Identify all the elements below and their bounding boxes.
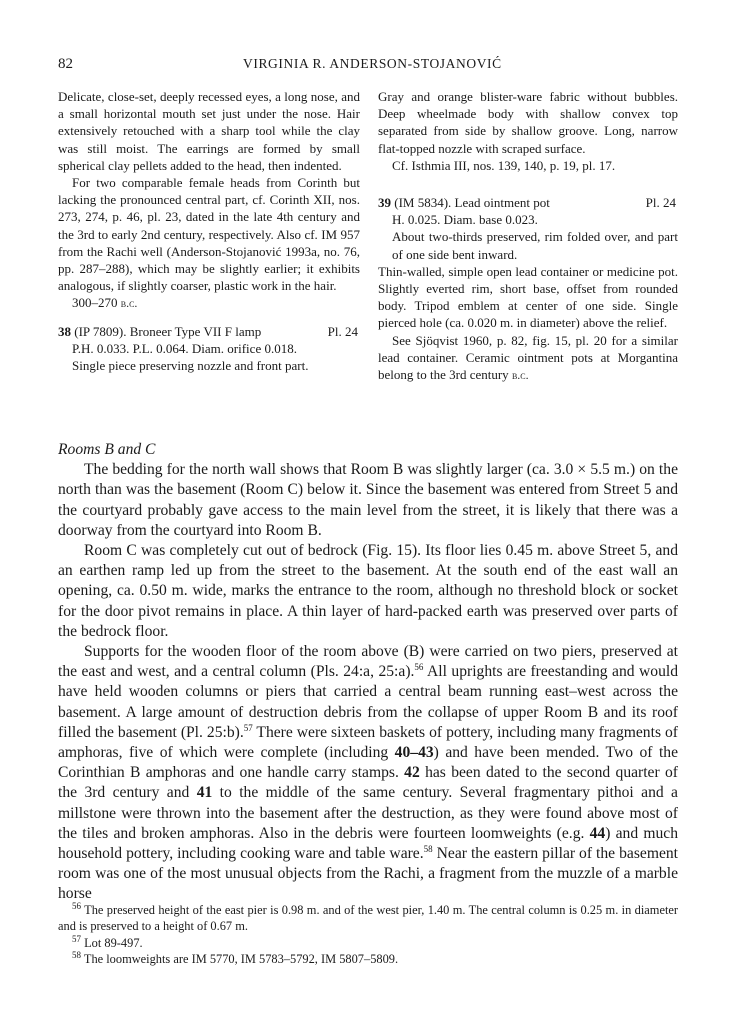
catalog-entry-38-heading — [58, 323, 360, 340]
comparanda-paragraph — [378, 332, 678, 385]
catalog-dimensions: H. 0.025. Diam. base 0.023. — [392, 212, 538, 228]
catalog-description: Gray and orange blister-ware fabric without bubbles. Deep wheelmade body with shallow convex top separated from side by shallow groove. Long, narrow flat-topped nozzle with scraped surface. — [378, 89, 678, 156]
footnote-ref[interactable]: 56 — [414, 662, 424, 673]
comparanda-paragraph: For two comparable female heads from Corinth but lacking the pronounced central part, cf. Corinth XII, nos. 273, 274, p. 46, pl. 23, dated in the late 4th century and the 3rd to early 2nd century, respectively. Also cf. IM 957 from the Rachi well (Anderson-Stojanović 1993a, no. 76, pp. 287–288), which may be slightly earlier; it exhibits analogous, if slightly coarser, plastic work in the hair. — [58, 175, 360, 294]
footnote-text: Lot 89-497. — [84, 935, 143, 950]
body-paragraph — [58, 642, 678, 905]
comparanda-text: See Sjöqvist 1960, p. 82, fig. 15, pl. 20 for a similar lead container. Ceramic ointment pots at Morgantina belong to the 3rd century — [378, 332, 678, 383]
section-title: Rooms B and C — [58, 441, 156, 458]
catalog-dimensions: P.H. 0.033. P.L. 0.064. Diam. orifice 0.018. — [72, 340, 297, 356]
main-text — [58, 440, 678, 905]
footnote-number: 56 — [72, 900, 81, 911]
text-run: All uprights are freestanding and would have held wooden columns or piers that carried a central beam running east–west across the basement. A large amount of destruction debris from the collapse of upper Room B and its roof filled the basement (Pl. 25:b). — [58, 663, 678, 741]
footnote-number: 57 — [72, 933, 81, 944]
text-run: to the middle of the same century. Several fragmentary pithoi and a millstone were thrown into the basement after the destruction, as they were found above most of the tiles and broken amphoras. Also in the debris were fourteen loomweights (e.g. — [58, 784, 678, 842]
left-column — [58, 88, 360, 374]
date-range: 300–270 — [72, 295, 118, 311]
text-run: ) and have been mended. Two of the Corinthian B amphoras and one handle carry stamps. — [58, 744, 679, 782]
comparanda-paragraph: Cf. Isthmia III, nos. 139, 140, p. 19, pl. 17. — [392, 157, 616, 173]
catalog-number: 39 — [378, 195, 391, 211]
catalog-preservation: Single piece preserving nozzle and front part. — [72, 358, 309, 374]
footnotes — [58, 902, 678, 968]
date-era: b.c. — [120, 296, 138, 311]
text-run: Supports for the wooden floor of the room above (B) were carried on two piers, preserved at the east and west, and a central column (Pls. 24:a, 25:a). — [58, 643, 678, 681]
footnote — [58, 935, 678, 951]
catalog-description: Thin-walled, simple open lead container or medicine pot. Slightly everted rim, short base, offset from rounded body. Tripod emblem at center of one side. Single pierced hole (ca. 0.020 m. in diameter) above the relief. — [378, 263, 678, 331]
date-era: b.c. — [511, 368, 529, 383]
footnote — [58, 902, 678, 935]
catalog-title: (IP 7809). Broneer Type VII F lamp — [74, 323, 262, 339]
page-number: 82 — [58, 56, 73, 72]
footnote — [58, 951, 678, 967]
text-run: has been dated to the second quarter of the 3rd century and — [58, 764, 678, 802]
catalog-ref: 42 — [404, 764, 420, 782]
catalog-ref: 41 — [196, 784, 213, 802]
catalog-preservation: About two-thirds preserved, rim folded over, and part of one side bent inward. — [392, 229, 678, 262]
catalog-title: (IM 5834). Lead ointment pot — [394, 195, 550, 211]
catalog-date — [72, 294, 360, 312]
body-paragraph: Room C was completely cut out of bedrock (Fig. 15). Its floor lies 0.45 m. above Street 5, and an earthen ramp led up from the street to the basement. At the south end of the east wall an opening, ca. 0.50 m. wide, marks the entrance to the room, although no threshold block or socket for the door pivot remains in place. A thin layer of hard-packed earth was preserved over parts of the bedrock floor. — [58, 542, 678, 640]
right-column — [378, 88, 678, 384]
footnote-text: The preserved height of the east pier is 0.98 m. and of the west pier, 1.40 m. The central column is 0.25 m. in diameter and is preserved to a height of 0.67 m. — [58, 903, 679, 934]
body-paragraph: The bedding for the north wall shows that Room B was slightly larger (ca. 3.0 × 5.5 m.) on the north than was the basement (Room C) below it. Since the basement was entered from Street 5 and the courtyard probably gave access to the main level from the street, it is likely that there was a doorway from the courtyard into Room B. — [58, 461, 678, 539]
text-run: ) and much household pottery, including cooking ware and table ware. — [58, 824, 678, 863]
page-header — [58, 56, 678, 76]
footnote-ref[interactable]: 58 — [423, 843, 433, 854]
catalog-ref: 40–43 — [394, 744, 434, 762]
text-run: There were sixteen baskets of pottery, including many fragments of amphoras, five of which were complete (including — [58, 723, 678, 762]
plate-reference: Pl. 24 — [645, 195, 676, 211]
plate-reference: Pl. 24 — [327, 323, 358, 339]
running-head: VIRGINIA R. ANDERSON-STOJANOVIĆ — [243, 56, 502, 71]
text-run: Near the eastern pillar of the basement room was one of the most unusual objects from the Rachi, a fragment from the muzzle of a marble horse — [58, 845, 678, 903]
footnote-text: The loomweights are IM 5770, IM 5783–5792, IM 5807–5809. — [83, 952, 399, 967]
catalog-number: 38 — [58, 323, 71, 339]
footnote-ref[interactable]: 57 — [243, 722, 253, 733]
footnote-number: 58 — [72, 950, 81, 961]
catalog-entry-39-heading — [378, 194, 678, 211]
catalog-ref: 44 — [589, 824, 606, 842]
catalog-description: Delicate, close-set, deeply recessed eyes, a long nose, and a small horizontal mouth set just under the nose. Hair extensively retouched with a sharp tool while the clay was still moist. The earrings are formed by small spherical clay pellets added to the head, then indented. — [58, 89, 360, 173]
